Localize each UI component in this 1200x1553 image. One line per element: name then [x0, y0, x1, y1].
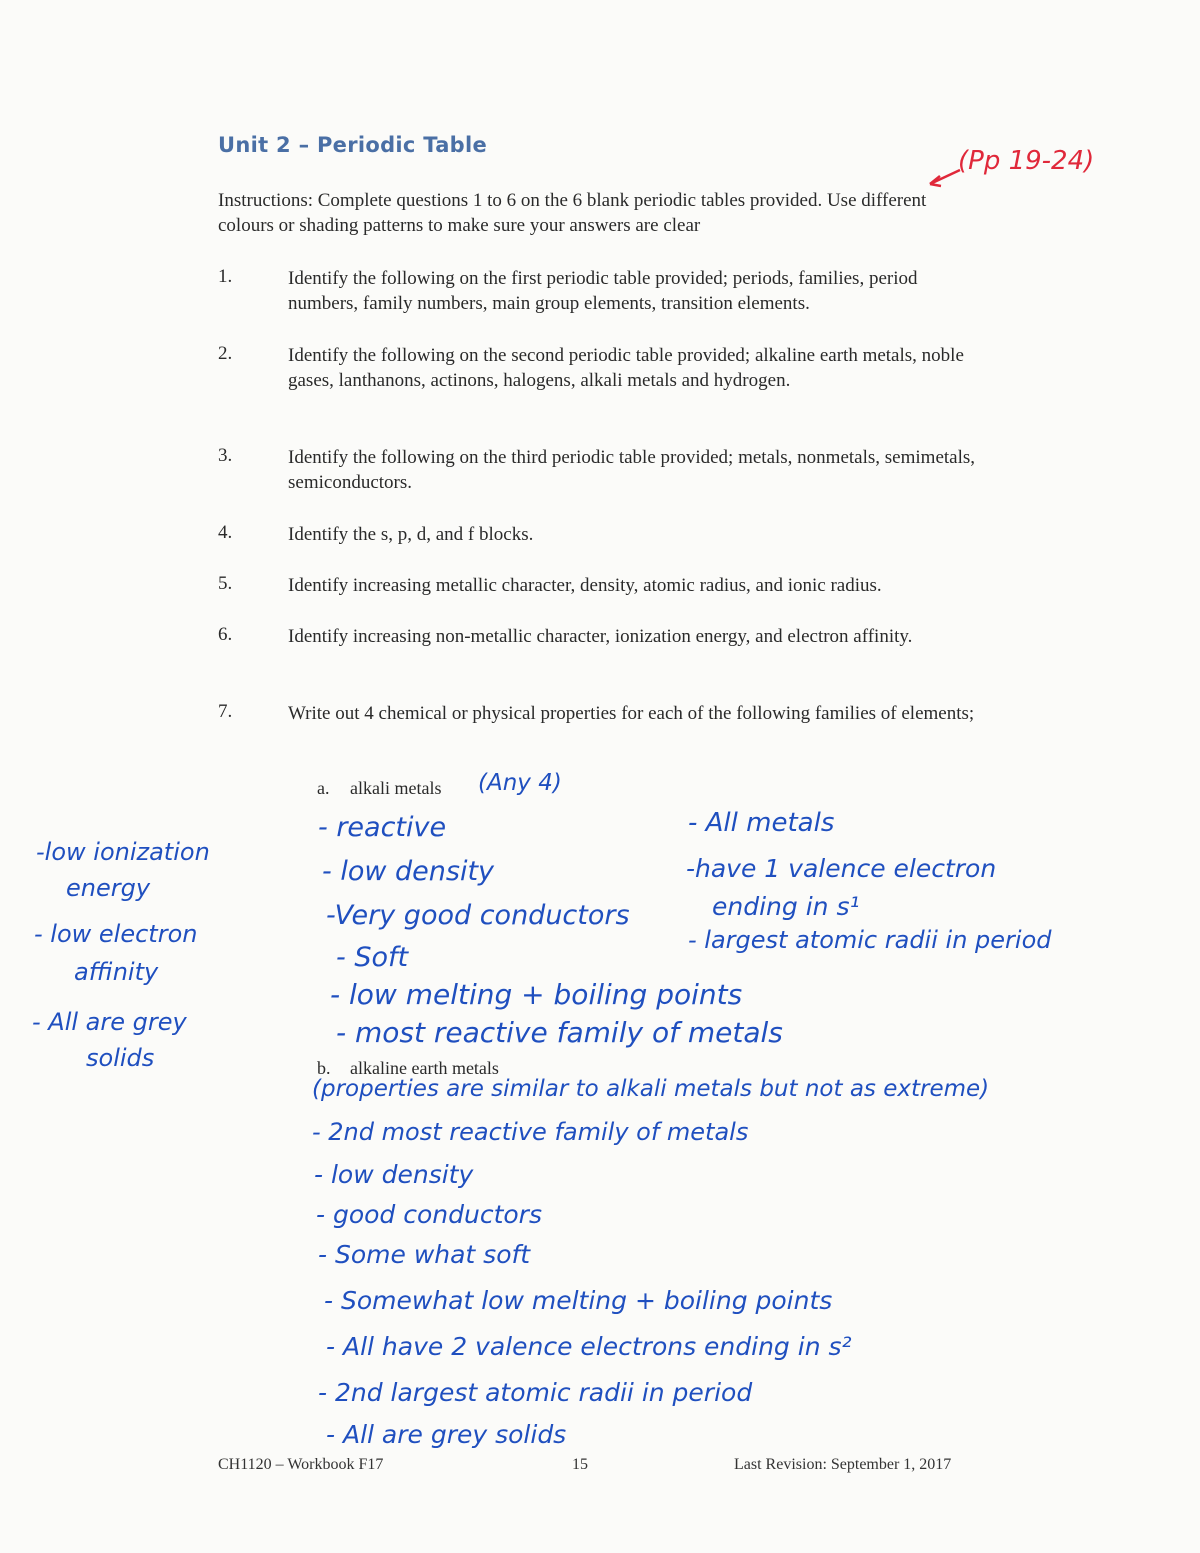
alkaline-earth-property: - Somewhat low melting + boiling points	[324, 1286, 833, 1315]
alkali-property: ending in s¹	[712, 892, 860, 921]
question-number: 1.	[218, 266, 233, 287]
alkaline-earth-property: - All have 2 valence electrons ending in s²	[326, 1332, 852, 1361]
alkali-property: - reactive	[318, 812, 447, 843]
part-a-heading: alkali metals	[350, 778, 442, 798]
question-number: 6.	[218, 624, 233, 645]
part-b-note: (properties are similar to alkali metals but not as extreme)	[312, 1076, 990, 1102]
margin-note: - low electron	[34, 920, 198, 948]
part-a-label: a.	[317, 778, 330, 798]
footer-course: CH1120 – Workbook F17	[218, 1456, 384, 1473]
alkali-property: - low melting + boiling points	[330, 978, 743, 1011]
footer-page-number: 15	[572, 1456, 588, 1473]
question-text: Identify the following on the second periodic table provided; alkaline earth metals, noble gases, lanthanons, actinons, halogens, alkali metals and hydrogen.	[288, 345, 964, 391]
question-text: Identify the s, p, d, and f blocks.	[288, 524, 534, 545]
question-number: 2.	[218, 343, 233, 364]
page-reference-note: (Pp 19-24)	[958, 146, 1095, 176]
question-number: 4.	[218, 522, 233, 543]
question-text: Identify the following on the third periodic table provided; metals, nonmetals, semimetals, semiconductors.	[288, 447, 976, 493]
alkali-property: - low density	[322, 856, 495, 887]
question-text: Identify increasing non-metallic character, ionization energy, and electron affinity.	[288, 626, 913, 647]
alkali-property: - Soft	[336, 942, 409, 973]
alkali-property: - All metals	[688, 808, 835, 838]
alkaline-earth-property: - All are grey solids	[326, 1420, 567, 1449]
alkali-property: - largest atomic radii in period	[688, 926, 1052, 954]
margin-note: energy	[66, 874, 151, 902]
alkaline-earth-property: - 2nd largest atomic radii in period	[318, 1378, 753, 1407]
question-text: Identify increasing metallic character, density, atomic radius, and ionic radius.	[288, 575, 882, 596]
alkali-property: - most reactive family of metals	[336, 1016, 783, 1049]
question-number: 3.	[218, 445, 233, 466]
alkaline-earth-property: - Some what soft	[318, 1240, 531, 1269]
question-number: 7.	[218, 701, 233, 722]
margin-note: - All are grey	[32, 1008, 187, 1036]
question-number: 5.	[218, 573, 233, 594]
instructions: Instructions: Complete questions 1 to 6 on the 6 blank periodic tables provided. Use different colours or shading patterns to make sure your answers are clear	[218, 190, 927, 236]
question-text: Write out 4 chemical or physical properties for each of the following families of elements;	[288, 703, 975, 724]
alkaline-earth-property: - 2nd most reactive family of metals	[312, 1118, 749, 1146]
margin-note: affinity	[74, 958, 159, 986]
page-title: Unit 2 – Periodic Table	[218, 133, 488, 157]
part-a-note: (Any 4)	[478, 770, 562, 796]
footer-revision: Last Revision: September 1, 2017	[734, 1456, 952, 1473]
margin-note: -low ionization	[36, 838, 210, 866]
alkaline-earth-property: - low density	[314, 1160, 474, 1189]
part-b-heading: alkaline earth metals	[350, 1058, 499, 1078]
part-b-label: b.	[317, 1058, 331, 1078]
question-text: Identify the following on the first periodic table provided; periods, families, period numbers, family numbers, main group elements, transition elements.	[288, 268, 918, 314]
alkali-property: -Very good conductors	[326, 900, 630, 931]
alkaline-earth-property: - good conductors	[316, 1200, 542, 1229]
alkali-property: -have 1 valence electron	[686, 854, 997, 883]
margin-note: solids	[86, 1044, 155, 1072]
